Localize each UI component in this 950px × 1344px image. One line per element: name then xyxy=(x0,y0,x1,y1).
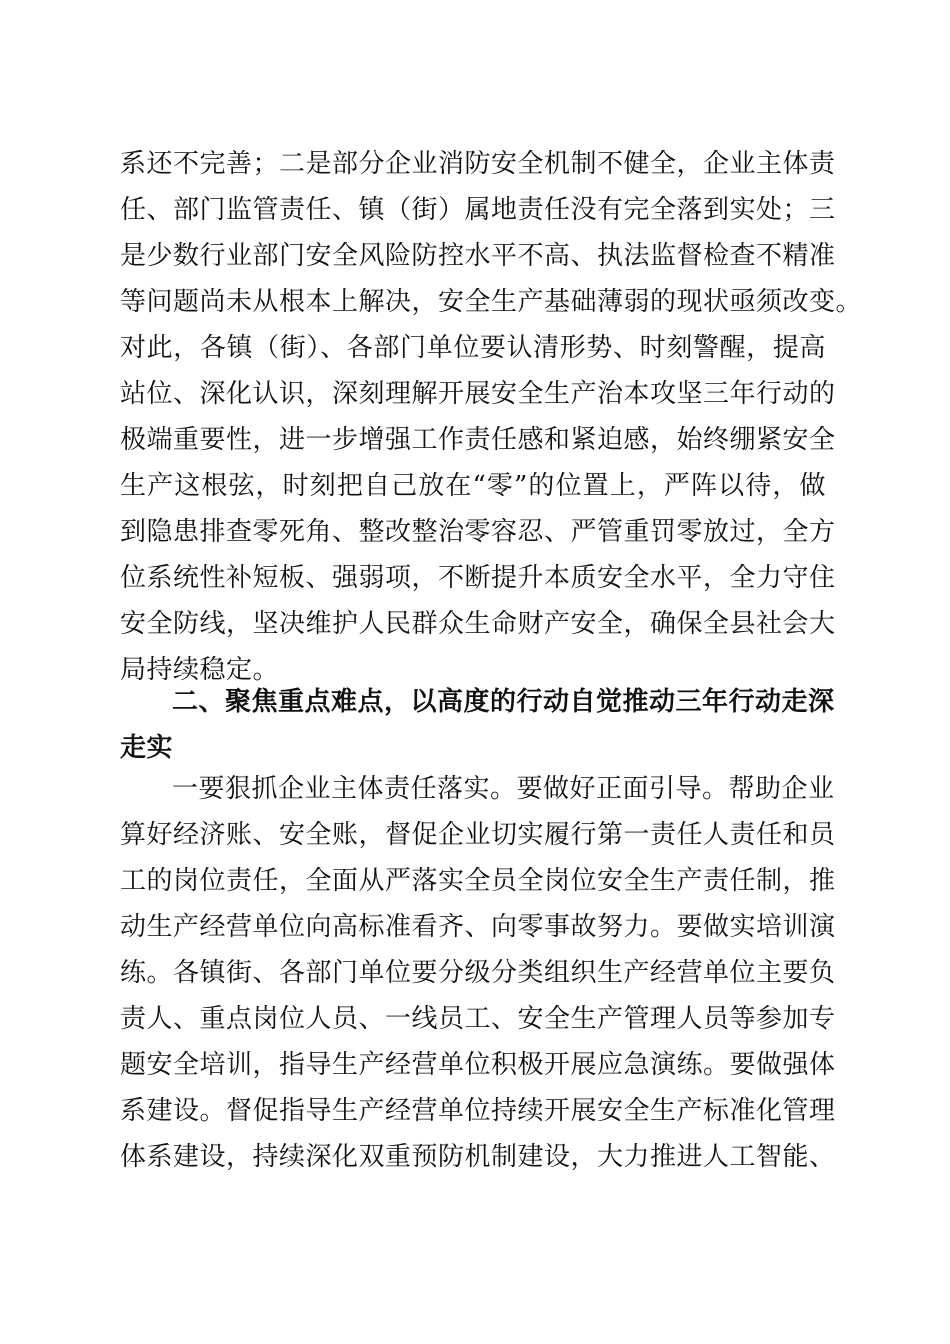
text-line: 体系建设，持续深化双重预防机制建设，大力推进人工智能、 xyxy=(120,1142,836,1172)
text-line: 对此，各镇（街）、各部门单位要认清形势、时刻警醒，提高 xyxy=(120,333,826,363)
text-line: 站位、深化认识，深刻理解开展安全生产治本攻坚三年行动的 xyxy=(120,379,836,409)
text-line: 系建设。督促指导生产经营单位持续开展安全生产标准化管理 xyxy=(120,1096,836,1126)
text-line: 工的岗位责任，全面从严落实全员全岗位安全生产责任制，推 xyxy=(120,866,836,896)
text-line: 系还不完善；二是部分企业消防安全机制不健全，企业主体责 xyxy=(120,149,836,179)
text-line: 生产这根弦，时刻把自己放在“零”的位置上，严阵以待，做 xyxy=(120,471,826,501)
text-line: 是少数行业部门安全风险防控水平不高、执法监督检查不精准 xyxy=(120,241,836,271)
text-line: 等问题尚未从根本上解决，安全生产基础薄弱的现状亟须改变。 xyxy=(120,287,863,317)
section-heading: 走实 xyxy=(120,733,174,763)
text-line: 局持续稳定。 xyxy=(120,655,280,685)
section-heading: 二、聚焦重点难点，以高度的行动自觉推动三年行动走深 xyxy=(172,687,835,717)
text-line: 算好经济账、安全账，督促企业切实履行第一责任人责任和员 xyxy=(120,820,836,850)
text-line: 位系统性补短板、强弱项，不断提升本质安全水平，全力守住 xyxy=(120,563,836,593)
paragraph-first-line: 一要狠抓企业主体责任落实。要做好正面引导。帮助企业 xyxy=(172,774,835,804)
text-line: 极端重要性，进一步增强工作责任感和紧迫感，始终绷紧安全 xyxy=(120,425,836,455)
text-line: 动生产经营单位向高标准看齐、向零事故努力。要做实培训演 xyxy=(120,912,836,942)
text-line: 到隐患排查零死角、整改整治零容忍、严管重罚零放过，全方 xyxy=(120,517,836,547)
text-line: 责人、重点岗位人员、一线员工、安全生产管理人员等参加专 xyxy=(120,1004,836,1034)
text-line: 练。各镇街、各部门单位要分级分类组织生产经营单位主要负 xyxy=(120,958,836,988)
text-line: 题安全培训，指导生产经营单位积极开展应急演练。要做强体 xyxy=(120,1050,836,1080)
text-line: 任、部门监管责任、镇（街）属地责任没有完全落到实处；三 xyxy=(120,195,836,225)
text-line: 安全防线，坚决维护人民群众生命财产安全，确保全县社会大 xyxy=(120,609,836,639)
